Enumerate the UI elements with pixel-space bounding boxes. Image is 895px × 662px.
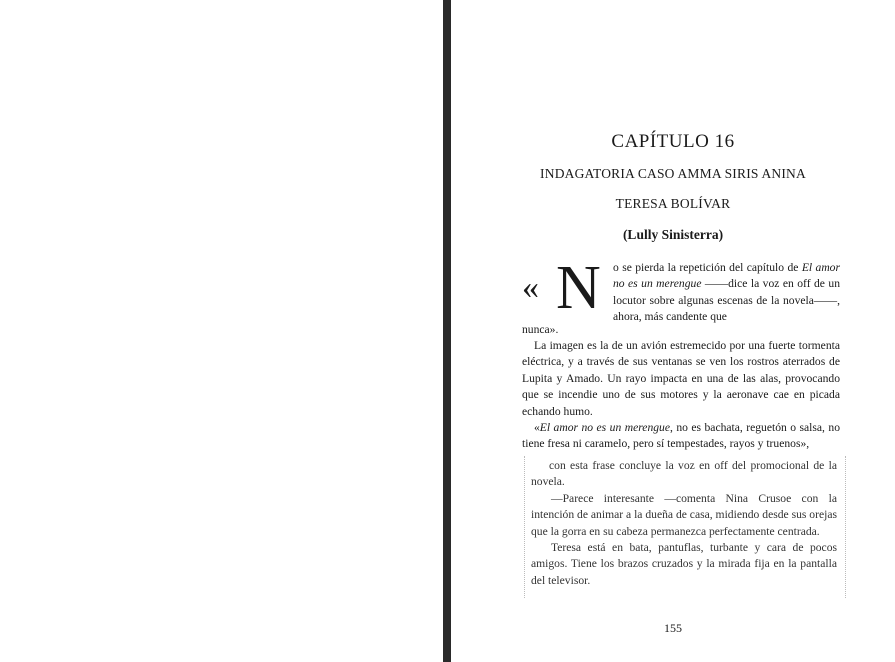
- chapter-subtitle: INDAGATORIA CASO AMMA SIRIS ANINA: [540, 166, 806, 181]
- book-spine: [443, 0, 451, 662]
- dropcap-letter: N: [556, 254, 601, 322]
- slogan-title-italic: El amor no es un merengue: [539, 421, 670, 435]
- dropcap-text-a: o se pierda la repetición del capítulo de: [613, 261, 802, 274]
- dropcap-tail: nunca».: [522, 323, 559, 336]
- slogan-open-quote: «: [534, 421, 540, 435]
- author-pseudonym: (Lully Sinisterra): [622, 227, 724, 242]
- dropcap-text: [613, 260, 840, 326]
- page-number: 155: [664, 621, 682, 635]
- framed-text: [531, 458, 837, 589]
- novel-title-italic: El amor no es un merengue: [613, 261, 840, 291]
- chapter-author: TERESA BOLÍVAR: [615, 196, 731, 211]
- framed-paragraph-3: Teresa está en bata, pantuflas, turbante y cara de pocos amigos. Tiene los brazos cruzados y la mirada fija en la pantalla del televisor.: [531, 541, 837, 587]
- chapter-title: CAPÍTULO 16: [611, 131, 735, 152]
- paragraph-slogan: [522, 420, 840, 453]
- paragraph-plane: La imagen es la de un avión estremecido por una fuerte tormenta eléctrica, y a través de sus ventanas se ven los rostros aterrados de Lupita y Amado. Un rayo impacta en una de las alas, provocando que se incendie uno de sus motores y la aeronave cae en picada echando humo.: [522, 339, 840, 418]
- dropcap-quote-mark: «: [522, 269, 539, 306]
- framed-paragraph-2: —Parece interesante —comenta Nina Crusoe con la intención de animar a la dueña de casa, midiendo desde sus orejas que la gorra en su cabeza permanezca perfectamente centrada.: [531, 491, 837, 538]
- body-paragraphs: [522, 338, 840, 453]
- slogan-rest: , no es bachata, reguetón o salsa, no tiene fresa ni caramelo, pero sí tempestades, rayos y truenos»,: [522, 421, 840, 451]
- left-page-blank: [0, 0, 443, 662]
- dropcap-block: [522, 254, 840, 324]
- right-page: [451, 0, 895, 662]
- framed-paragraph-1: con esta frase concluye la voz en off del promocional de la novela.: [531, 459, 837, 489]
- dropcap-text-b: ——dice la voz en off de un locutor sobre algunas escenas de la novela——, ahora, más candente que: [613, 277, 840, 324]
